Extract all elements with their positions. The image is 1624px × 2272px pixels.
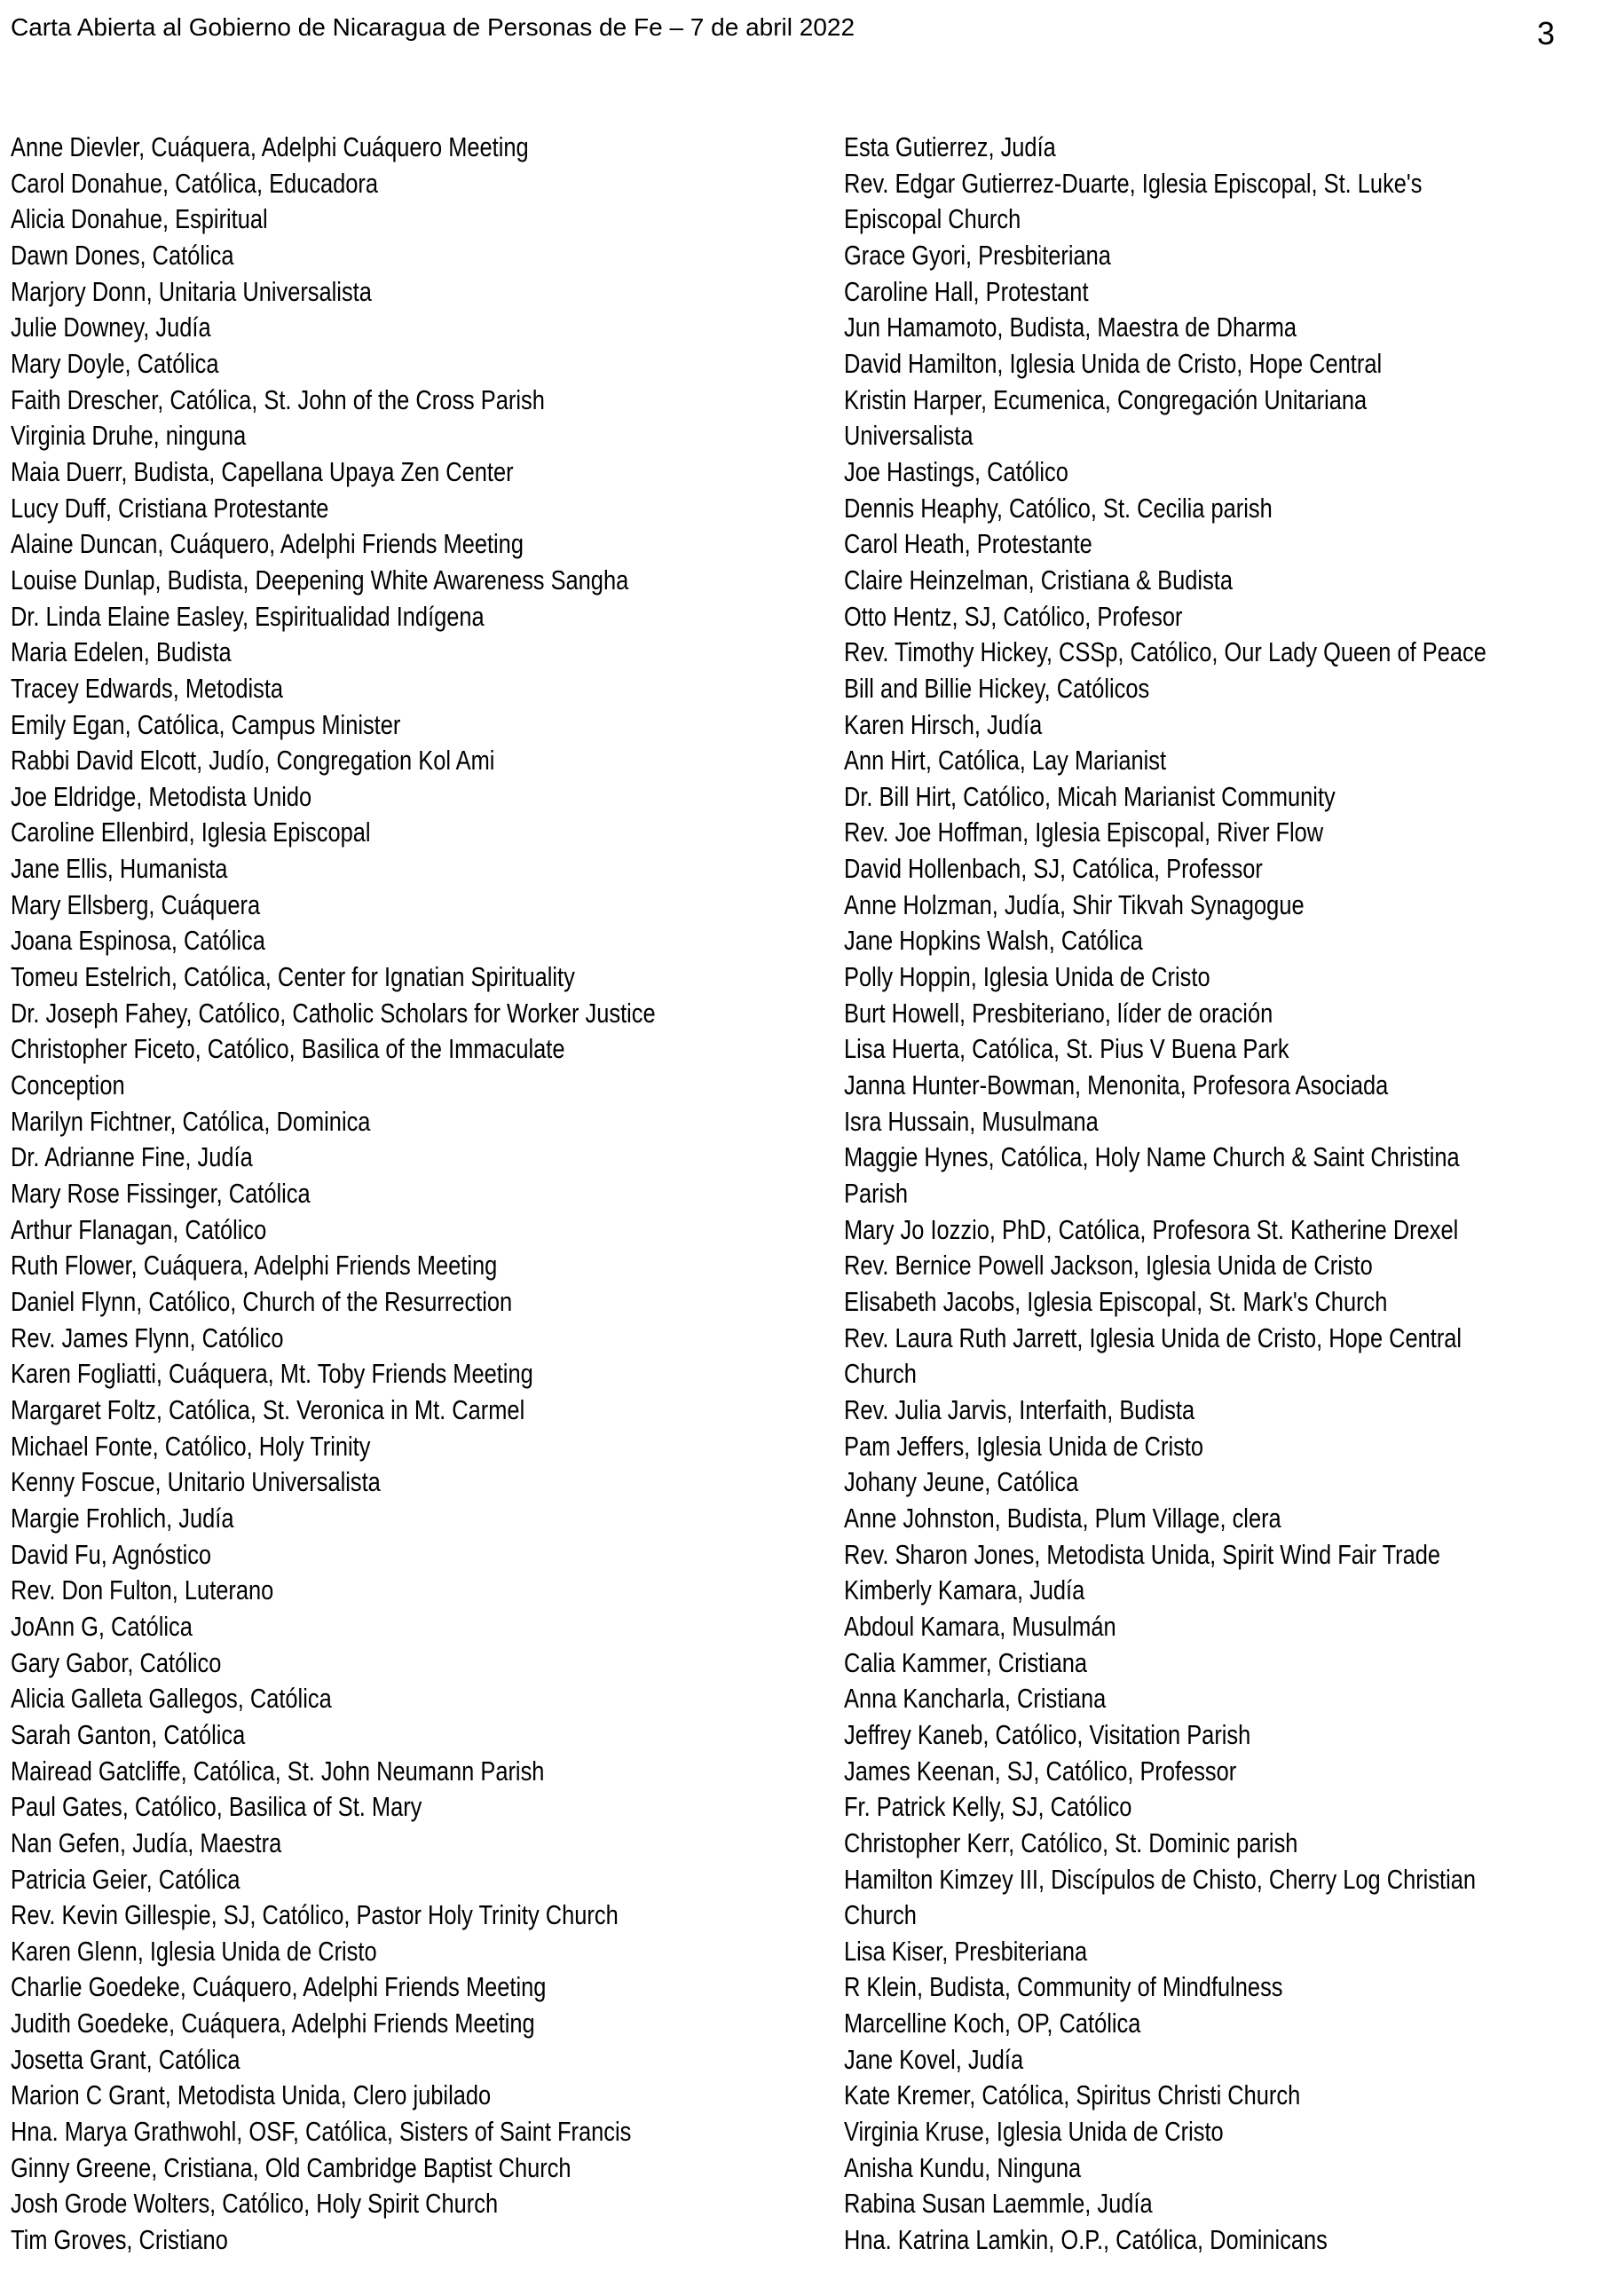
signatory-line: Alaine Duncan, Cuáquero, Adelphi Friends Meeting <box>11 528 524 560</box>
signatory-line: R Klein, Budista, Community of Mindfulness <box>844 1971 1283 2003</box>
signatory-line: David Hamilton, Iglesia Unida de Cristo, Hope Central <box>844 347 1383 379</box>
signatory-line: Carol Donahue, Católica, Educadora <box>11 167 379 199</box>
signatory-line: Church <box>844 1899 917 1931</box>
signatory-line: David Hollenbach, SJ, Católica, Professor <box>844 853 1263 885</box>
signatory-line: Rev. Don Fulton, Luterano <box>11 1574 274 1606</box>
signatory-line: Marion C Grant, Metodista Unida, Clero jubilado <box>11 2079 492 2111</box>
signatory-line: Fr. Patrick Kelly, SJ, Católico <box>844 1791 1132 1823</box>
signatory-line: Jeffrey Kaneb, Católico, Visitation Parish <box>844 1718 1251 1750</box>
signatory-line: Rev. Timothy Hickey, CSSp, Católico, Our Lady Queen of Peace <box>844 636 1486 668</box>
signatory-line: Ginny Greene, Cristiana, Old Cambridge Baptist Church <box>11 2151 572 2183</box>
signatory-line: Arthur Flanagan, Católico <box>11 1213 267 1245</box>
signatory-line: Josh Grode Wolters, Católico, Holy Spirit Church <box>11 2188 499 2220</box>
signatory-line: Kate Kremer, Católica, Spiritus Christi Church <box>844 2079 1301 2111</box>
signatory-line: Anne Johnston, Budista, Plum Village, clera <box>844 1502 1281 1534</box>
signatory-line: Karen Hirsch, Judía <box>844 708 1043 740</box>
signatory-line: Rabbi David Elcott, Judío, Congregation Kol Ami <box>11 745 495 777</box>
signatory-line: Anne Holzman, Judía, Shir Tikvah Synagogue <box>844 888 1305 920</box>
signatory-line: Jane Kovel, Judía <box>844 2043 1024 2075</box>
signatory-line: Joe Eldridge, Metodista Unido <box>11 780 312 812</box>
signatory-line: Pam Jeffers, Iglesia Unida de Cristo <box>844 1430 1204 1462</box>
signatory-list-right-column <box>844 130 1615 2259</box>
signatory-line: Polly Hoppin, Iglesia Unida de Cristo <box>844 961 1210 993</box>
signatory-line: Virginia Druhe, ninguna <box>11 420 247 452</box>
signatory-line: Michael Fonte, Católico, Holy Trinity <box>11 1430 371 1462</box>
signatory-line: Judith Goedeke, Cuáquera, Adelphi Friends Meeting <box>11 2008 535 2039</box>
signatory-line: Julie Downey, Judía <box>11 312 211 343</box>
page-number: 3 <box>1536 15 1555 51</box>
signatory-line: Mary Doyle, Católica <box>11 347 219 379</box>
signatory-line: Abdoul Kamara, Musulmán <box>844 1610 1116 1642</box>
signatory-line: Tracey Edwards, Metodista <box>11 672 284 704</box>
signatory-line: Janna Hunter-Bowman, Menonita, Profesora Asociada <box>844 1069 1389 1101</box>
signatory-line: Nan Gefen, Judía, Maestra <box>11 1826 282 1858</box>
signatory-line: Anne Dievler, Cuáquera, Adelphi Cuáquero Meeting <box>11 131 529 162</box>
signatory-line: Tomeu Estelrich, Católica, Center for Ignatian Spirituality <box>11 961 575 993</box>
signatory-line: Isra Hussain, Musulmana <box>844 1105 1099 1137</box>
signatory-line: Church <box>844 1358 917 1390</box>
signatory-line: Bill and Billie Hickey, Católicos <box>844 672 1150 704</box>
signatory-line: Elisabeth Jacobs, Iglesia Episcopal, St. Mark's Church <box>844 1286 1388 1317</box>
signatory-line: Daniel Flynn, Católico, Church of the Resurrection <box>11 1286 513 1317</box>
signatory-line: Marjory Donn, Unitaria Universalista <box>11 275 372 307</box>
signatory-line: Hna. Marya Grathwohl, OSF, Católica, Sisters of Saint Francis <box>11 2116 632 2148</box>
signatory-line: Karen Fogliatti, Cuáquera, Mt. Toby Friends Meeting <box>11 1358 533 1390</box>
signatory-line: Mary Ellsberg, Cuáquera <box>11 888 261 920</box>
signatory-line: Maggie Hynes, Católica, Holy Name Church & Saint Christina <box>844 1141 1460 1173</box>
signatory-line: Rev. Joe Hoffman, Iglesia Episcopal, River Flow <box>844 816 1324 848</box>
signatory-line: Caroline Ellenbird, Iglesia Episcopal <box>11 816 371 848</box>
signatory-line: Mairead Gatcliffe, Católica, St. John Neumann Parish <box>11 1755 545 1787</box>
signatory-line: Universalista <box>844 420 974 452</box>
signatory-line: David Fu, Agnóstico <box>11 1538 212 1570</box>
signatory-line: Joe Hastings, Católico <box>844 455 1068 487</box>
signatory-line: Anna Kancharla, Cristiana <box>844 1683 1107 1715</box>
signatory-line: Louise Dunlap, Budista, Deepening White Awareness Sangha <box>11 564 629 596</box>
signatory-line: Patricia Geier, Católica <box>11 1863 240 1895</box>
signatory-line: Dr. Joseph Fahey, Católico, Catholic Scholars for Worker Justice <box>11 997 656 1029</box>
signatory-line: Virginia Kruse, Iglesia Unida de Cristo <box>844 2116 1224 2148</box>
signatory-line: Lisa Huerta, Católica, St. Pius V Buena Park <box>844 1033 1289 1065</box>
signatory-line: Episcopal Church <box>844 203 1021 235</box>
signatory-line: Ann Hirt, Católica, Lay Marianist <box>844 745 1167 777</box>
signatory-list-left-column <box>11 130 804 2259</box>
signatory-line: Hna. Katrina Lamkin, O.P., Católica, Dominicans <box>844 2224 1328 2256</box>
signatory-line: Jane Ellis, Humanista <box>11 853 228 885</box>
signatory-line: Kristin Harper, Ecumenica, Congregación Unitariana <box>844 383 1368 415</box>
signatory-line: Rev. James Flynn, Católico <box>11 1321 284 1353</box>
signatory-line: Dennis Heaphy, Católico, St. Cecilia parish <box>844 492 1273 524</box>
signatory-line: Rev. Sharon Jones, Metodista Unida, Spirit Wind Fair Trade <box>844 1538 1441 1570</box>
document-title: Carta Abierta al Gobierno de Nicaragua de Personas de Fe – 7 de abril 2022 <box>11 13 855 41</box>
signatory-line: Tim Groves, Cristiano <box>11 2224 228 2256</box>
signatory-line: Carol Heath, Protestante <box>844 528 1092 560</box>
signatory-line: Charlie Goedeke, Cuáquero, Adelphi Friends Meeting <box>11 1971 547 2003</box>
signatory-line: Esta Gutierrez, Judía <box>844 131 1056 162</box>
signatory-line: Anisha Kundu, Ninguna <box>844 2151 1082 2183</box>
signatory-line: Mary Rose Fissinger, Católica <box>11 1178 311 1210</box>
signatory-line: Josetta Grant, Católica <box>11 2043 240 2075</box>
signatory-line: Christopher Ficeto, Católico, Basilica of the Immaculate <box>11 1033 565 1065</box>
signatory-line: Parish <box>844 1178 909 1210</box>
signatory-line: Lucy Duff, Cristiana Protestante <box>11 492 329 524</box>
signatory-line: Rev. Kevin Gillespie, SJ, Católico, Pastor Holy Trinity Church <box>11 1899 619 1931</box>
signatory-line: Margaret Foltz, Católica, St. Veronica in Mt. Carmel <box>11 1393 525 1425</box>
signatory-line: Paul Gates, Católico, Basilica of St. Mary <box>11 1791 422 1823</box>
signatory-line: Otto Hentz, SJ, Católico, Profesor <box>844 600 1183 632</box>
signatory-line: Dr. Bill Hirt, Católico, Micah Marianist Community <box>844 780 1336 812</box>
signatory-line: Sarah Ganton, Católica <box>11 1718 246 1750</box>
signatory-line: Faith Drescher, Católica, St. John of the Cross Parish <box>11 383 545 415</box>
signatory-line: Dawn Dones, Católica <box>11 239 234 271</box>
signatory-line: Christopher Kerr, Católico, St. Dominic parish <box>844 1826 1298 1858</box>
signatory-line: Emily Egan, Católica, Campus Minister <box>11 708 401 740</box>
signatory-line: Dr. Linda Elaine Easley, Espiritualidad Indígena <box>11 600 485 632</box>
signatory-line: Maia Duerr, Budista, Capellana Upaya Zen Center <box>11 455 514 487</box>
signatory-line: Marilyn Fichtner, Católica, Dominica <box>11 1105 371 1137</box>
signatory-line: Marcelline Koch, OP, Católica <box>844 2008 1141 2039</box>
signatory-line: Lisa Kiser, Presbiteriana <box>844 1935 1088 1967</box>
signatory-line: Rev. Edgar Gutierrez-Duarte, Iglesia Episcopal, St. Luke's <box>844 167 1423 199</box>
signatory-line: Jane Hopkins Walsh, Católica <box>844 925 1143 957</box>
signatory-line: Caroline Hall, Protestant <box>844 275 1089 307</box>
signatory-line: Rev. Julia Jarvis, Interfaith, Budista <box>844 1393 1195 1425</box>
signatory-line: Kimberly Kamara, Judía <box>844 1574 1085 1606</box>
signatory-line: Calia Kammer, Cristiana <box>844 1646 1088 1678</box>
signatory-line: Alicia Donahue, Espiritual <box>11 203 268 235</box>
signatory-line: Karen Glenn, Iglesia Unida de Cristo <box>11 1935 377 1967</box>
signatory-line: Alicia Galleta Gallegos, Católica <box>11 1683 332 1715</box>
signatory-line: Ruth Flower, Cuáquera, Adelphi Friends Meeting <box>11 1250 498 1282</box>
signatory-line: Margie Frohlich, Judía <box>11 1502 234 1534</box>
signatory-line: Maria Edelen, Budista <box>11 636 232 668</box>
signatory-line: Gary Gabor, Católico <box>11 1646 222 1678</box>
signatory-line: James Keenan, SJ, Católico, Professor <box>844 1755 1237 1787</box>
signatory-line: Rev. Laura Ruth Jarrett, Iglesia Unida de Cristo, Hope Central <box>844 1321 1462 1353</box>
signatory-line: Kenny Foscue, Unitario Universalista <box>11 1466 381 1498</box>
signatory-line: Claire Heinzelman, Cristiana & Budista <box>844 564 1233 596</box>
signatory-line: Johany Jeune, Católica <box>844 1466 1079 1498</box>
signatory-line: Rabina Susan Laemmle, Judía <box>844 2188 1153 2220</box>
signatory-line: Joana Espinosa, Católica <box>11 925 265 957</box>
signatory-line: Grace Gyori, Presbiteriana <box>844 239 1111 271</box>
signatory-line: Conception <box>11 1069 125 1101</box>
signatory-line: JoAnn G, Católica <box>11 1610 193 1642</box>
signatory-line: Jun Hamamoto, Budista, Maestra de Dharma <box>844 312 1297 343</box>
signatory-line: Burt Howell, Presbiteriano, líder de oración <box>844 997 1273 1029</box>
signatory-line: Hamilton Kimzey III, Discípulos de Chisto, Cherry Log Christian <box>844 1863 1477 1895</box>
signatory-line: Rev. Bernice Powell Jackson, Iglesia Unida de Cristo <box>844 1250 1373 1282</box>
signatory-line: Dr. Adrianne Fine, Judía <box>11 1141 253 1173</box>
signatory-line: Mary Jo Iozzio, PhD, Católica, Profesora St. Katherine Drexel <box>844 1213 1459 1245</box>
